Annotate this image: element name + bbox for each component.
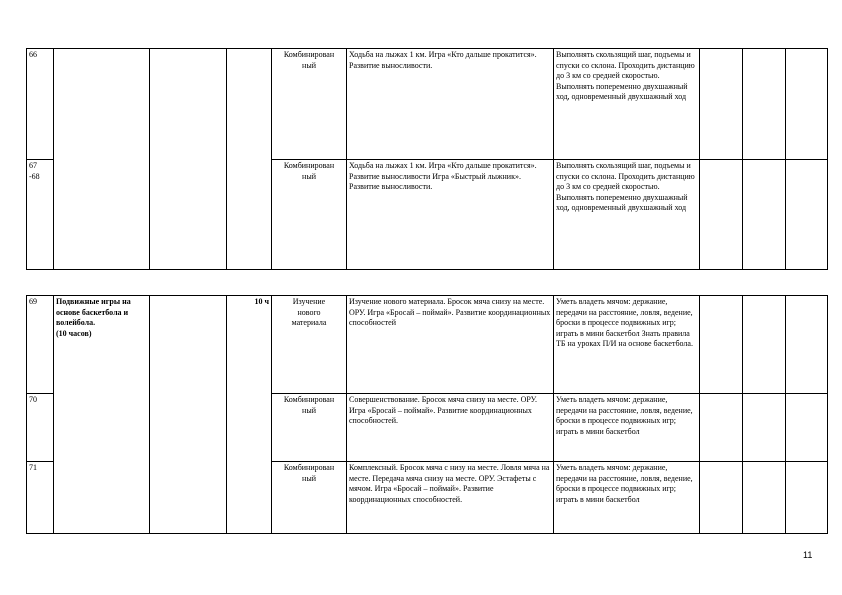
empty-cell [786, 462, 828, 534]
topic-cell [54, 49, 150, 270]
empty-cell [743, 160, 786, 270]
lesson-type: Комбинирован ный [272, 394, 347, 462]
lesson-number: 70 [27, 394, 54, 462]
lesson-type: Комбинирован ный [272, 160, 347, 270]
lesson-content: Ходьба на лыжах 1 км. Игра «Кто дальше прокатится». Развитие выносливости Игра «Быстрый лыжник». Развитие выносливости. [347, 160, 554, 270]
lesson-requirements: Уметь владеть мячом: держание, передачи на расстояние, ловля, ведение, броски в процессе подвижных игр; играть в мини баскетбол Знать правила ТБ на уроках П/И на основе баскетбола. [554, 296, 700, 394]
empty-cell [786, 296, 828, 394]
lesson-type: Комбинирован ный [272, 462, 347, 534]
empty-cell [700, 49, 743, 160]
empty-cell [743, 394, 786, 462]
lesson-number: 66 [27, 49, 54, 160]
hours-cell [227, 49, 272, 270]
lesson-number: 71 [27, 462, 54, 534]
topic-cell: Подвижные игры на основе баскетбола и волейбола. (10 часов) [54, 296, 150, 534]
lesson-plan-table-games [26, 295, 828, 534]
hours-cell: 10 ч [227, 296, 272, 534]
lesson-number: 69 [27, 296, 54, 394]
lesson-requirements: Уметь владеть мячом: держание, передачи на расстояние, ловля, ведение, броски в процессе подвижных игр; играть в мини баскетбол [554, 462, 700, 534]
lesson-content: Изучение нового материала. Бросок мяча снизу на месте. ОРУ. Игра «Бросай – поймай». Развитие координационных способностей [347, 296, 554, 394]
empty-cell [786, 49, 828, 160]
lesson-type: Изучение нового материала [272, 296, 347, 394]
empty-cell [743, 296, 786, 394]
empty-cell [150, 49, 227, 270]
lesson-type: Комбинирован ный [272, 49, 347, 160]
page-number: 11 [803, 550, 813, 560]
lesson-requirements: Выполнять скользящий шаг, подъемы и спуски со склона. Проходить дистанцию до 3 км со средней скоростью. Выполнять попеременно двухшажный ход, одновременный двухшажный ход [554, 49, 700, 160]
empty-cell [786, 160, 828, 270]
empty-cell [786, 394, 828, 462]
lesson-plan-table-skiing [26, 48, 828, 270]
lesson-content: Совершенствование. Бросок мяча снизу на месте. ОРУ. Игра «Бросай – поймай». Развитие координационных способностей. [347, 394, 554, 462]
empty-cell [700, 394, 743, 462]
empty-cell [700, 462, 743, 534]
table-row [27, 49, 828, 160]
table-row [27, 296, 828, 394]
empty-cell [700, 160, 743, 270]
lesson-requirements: Уметь владеть мячом: держание, передачи на расстояние, ловля, ведение, броски в процессе подвижных игр; играть в мини баскетбол [554, 394, 700, 462]
lesson-content: Ходьба на лыжах 1 км. Игра «Кто дальше прокатится». Развитие выносливости. [347, 49, 554, 160]
lesson-number: 67 -68 [27, 160, 54, 270]
empty-cell [743, 462, 786, 534]
lesson-content: Комплексный. Бросок мяча с низу на месте. Ловля мяча на месте. Передача мяча снизу на месте. ОРУ. Эстафеты с мячом. Игра «Бросай – поймай». Развитие координационных способностей. [347, 462, 554, 534]
lesson-requirements: Выполнять скользящий шаг, подъемы и спуски со склона. Проходить дистанцию до 3 км со средней скоростью. Выполнять попеременно двухшажный ход, одновременный двухшажный ход [554, 160, 700, 270]
empty-cell [743, 49, 786, 160]
empty-cell [700, 296, 743, 394]
empty-cell [150, 296, 227, 534]
